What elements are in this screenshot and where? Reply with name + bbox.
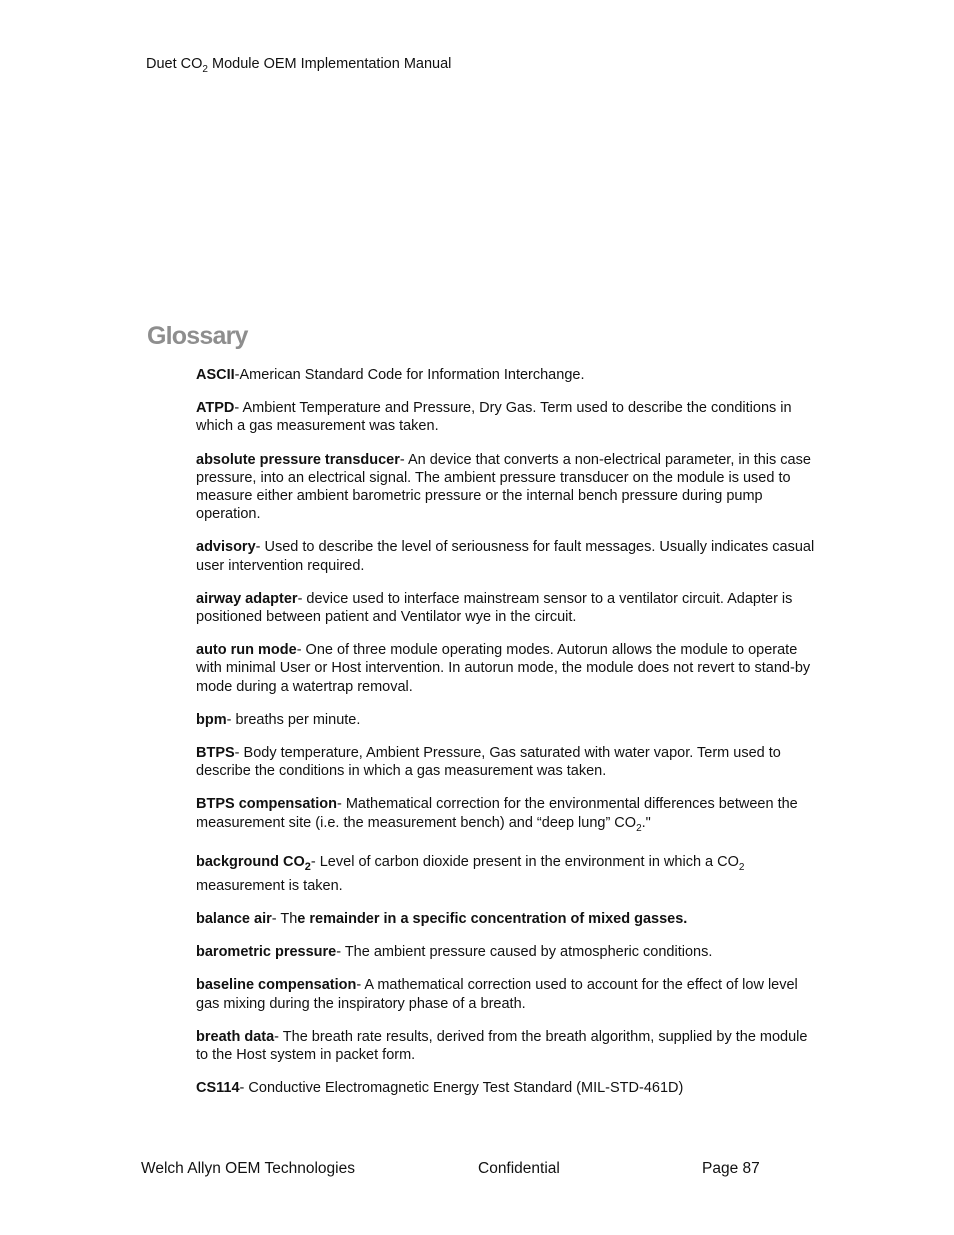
glossary-term: absolute pressure transducer	[196, 451, 400, 468]
page-header	[146, 56, 451, 75]
glossary-definition: - Level of carbon dioxide present in the environment in which a CO	[310, 853, 739, 870]
glossary-definition: - Ambient Temperature and Pressure, Dry Gas. Term used to describe the conditions in which a gas measurement was taken.	[196, 400, 792, 435]
glossary-entry-airway-adapter	[196, 590, 818, 626]
glossary-definition: - Body temperature, Ambient Pressure, Gas saturated with water vapor. Term used to describe the conditions in which a gas measurement was taken.	[196, 745, 781, 780]
glossary-entry-balance-air	[196, 910, 818, 928]
header-suffix: Module OEM Implementation Manual	[207, 56, 452, 72]
glossary-term-text: background CO	[196, 853, 305, 870]
glossary-term: bpm	[196, 711, 227, 728]
glossary-term: barometric pressure	[196, 944, 337, 961]
glossary-term: balance air	[196, 911, 272, 928]
glossary-entry-breath-data	[196, 1028, 818, 1064]
glossary-entry-background-co2	[196, 853, 818, 895]
section-title: Glossary	[147, 322, 248, 350]
glossary-definition: - Used to describe the level of seriousness for fault messages. Usually indicates casual user intervention required.	[196, 539, 815, 574]
glossary-term: CS114	[196, 1080, 240, 1097]
glossary-list	[196, 366, 818, 1112]
glossary-entry-atpd	[196, 399, 818, 435]
glossary-term: baseline compensation	[196, 977, 357, 994]
glossary-entry-cs114	[196, 1079, 818, 1097]
glossary-term: BTPS	[196, 745, 235, 762]
glossary-definition: - Th	[271, 911, 298, 928]
glossary-definition: - Conductive Electromagnetic Energy Test Standard (MIL-STD-461D)	[239, 1080, 684, 1097]
glossary-definition: - A mathematical correction used to account for the effect of low level gas mixing during the inspiratory phase of a breath.	[196, 977, 798, 1012]
glossary-term: ATPD	[196, 400, 235, 417]
header-subscript: 2	[202, 63, 208, 75]
glossary-entry-advisory	[196, 538, 818, 574]
glossary-term: airway adapter	[196, 590, 298, 607]
glossary-term-subscript: 2	[304, 860, 311, 873]
glossary-entry-auto-run-mode	[196, 641, 818, 696]
glossary-definition: - An device that converts a non-electrical parameter, in this case pressure, into an electrical signal. The ambient pressure transducer on the module is used to measure either ambient barometric pressure or the internal bench pressure during pump operation.	[196, 451, 811, 523]
glossary-entry-btps-compensation	[196, 795, 818, 837]
glossary-entry-bpm	[196, 711, 818, 729]
glossary-definition: -American Standard Code for Information Interchange.	[234, 367, 585, 383]
glossary-definition-bold: e remainder in a specific concentration of mixed gasses.	[297, 911, 688, 928]
glossary-term: auto run mode	[196, 642, 297, 659]
glossary-definition: - The ambient pressure caused by atmospheric conditions.	[336, 944, 713, 961]
glossary-definition: - One of three module operating modes. Autorun allows the module to operate with minimal User or Host intervention. In autorun mode, the module does not revert to stand-by mode during a watertrap removal.	[196, 642, 811, 695]
glossary-term: breath data	[196, 1028, 275, 1045]
glossary-entry-ascii	[196, 366, 818, 384]
glossary-entry-barometric-pressure	[196, 943, 818, 961]
glossary-definition-end: measurement is taken.	[196, 877, 343, 894]
footer-confidential: Confidential	[478, 1160, 560, 1177]
glossary-definition: - device used to interface mainstream sensor to a ventilator circuit. Adapter is positioned between patient and Ventilator wye in the circuit.	[196, 590, 793, 626]
glossary-definition-end: ."	[641, 814, 651, 831]
footer-page-number: Page 87	[702, 1160, 760, 1177]
glossary-term: advisory	[196, 539, 256, 556]
glossary-subscript: 2	[738, 861, 745, 873]
glossary-definition: - Mathematical correction for the environmental differences between the measurement site (i.e. the measurement bench) and “deep lung” CO	[196, 796, 798, 831]
glossary-definition: - The breath rate results, derived from the breath algorithm, supplied by the module to the Host system in packet form.	[196, 1028, 808, 1064]
glossary-entry-absolute-pressure-transducer	[196, 451, 818, 524]
glossary-term: ASCII	[196, 367, 235, 383]
glossary-term	[196, 853, 311, 873]
footer-company: Welch Allyn OEM Technologies	[141, 1160, 355, 1177]
glossary-term: BTPS compensation	[196, 796, 337, 813]
glossary-definition: - breaths per minute.	[226, 711, 361, 728]
header-prefix: Duet CO	[146, 56, 203, 72]
glossary-entry-btps	[196, 744, 818, 780]
glossary-entry-baseline-compensation	[196, 976, 818, 1012]
glossary-subscript: 2	[636, 822, 642, 834]
